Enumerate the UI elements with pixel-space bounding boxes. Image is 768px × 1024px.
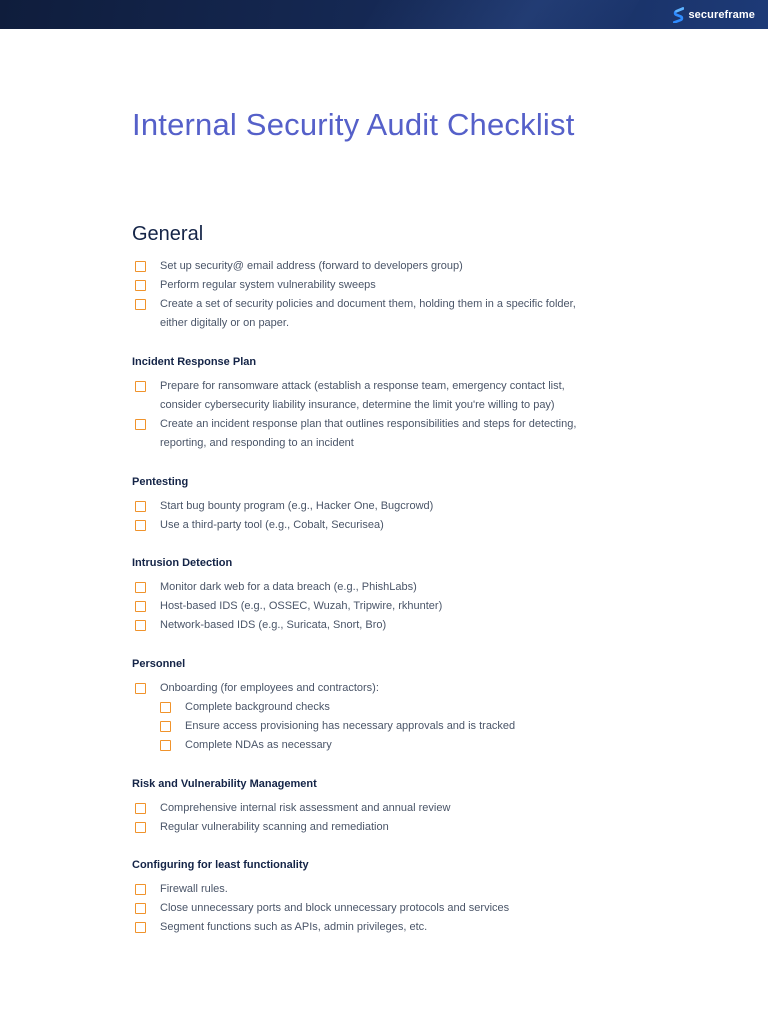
item-text: Monitor dark web for a data breach (e.g., PhishLabs) [160, 581, 417, 593]
section-heading-least-functionality: Configuring for least functionality [132, 859, 309, 871]
page-title: Internal Security Audit Checklist [132, 107, 575, 142]
item-text-continued: reporting, and responding to an incident [160, 437, 354, 449]
item-text: Perform regular system vulnerability sweeps [160, 279, 376, 291]
item-text: Close unnecessary ports and block unnecessary protocols and services [160, 902, 510, 914]
section-heading-incident-response: Incident Response Plan [132, 356, 257, 368]
item-text: Firewall rules. [160, 883, 228, 895]
checkbox[interactable] [135, 520, 146, 531]
section-heading-pentesting: Pentesting [132, 476, 189, 488]
checkbox[interactable] [135, 884, 146, 895]
checklist-item [135, 616, 386, 635]
item-text: Prepare for ransomware attack (establish a response team, emergency contact list, [160, 380, 565, 392]
secureframe-logo-icon [673, 7, 684, 23]
checklist-item [135, 679, 379, 698]
item-text: Complete NDAs as necessary [185, 739, 332, 751]
section-heading-risk: Risk and Vulnerability Management [132, 778, 317, 790]
checkbox[interactable] [135, 261, 146, 272]
item-text: Create a set of security policies and document them, holding them in a specific folder, [160, 298, 576, 310]
item-text: Use a third-party tool (e.g., Cobalt, Securisea) [160, 519, 384, 531]
section-heading-general: General [132, 223, 204, 245]
checklist-item [135, 918, 427, 937]
checklist-subitem [160, 736, 332, 755]
checklist-item [135, 257, 463, 276]
item-text: Onboarding (for employees and contractors): [160, 682, 379, 694]
item-text: Regular vulnerability scanning and remediation [160, 821, 389, 833]
checklist-item [135, 818, 389, 837]
item-text: Host-based IDS (e.g., OSSEC, Wuzah, Tripwire, rkhunter) [160, 600, 443, 612]
checkbox[interactable] [135, 803, 146, 814]
checkbox[interactable] [135, 280, 146, 291]
checklist-item [135, 578, 417, 597]
checkbox[interactable] [160, 740, 171, 751]
checkbox[interactable] [160, 721, 171, 732]
checkbox[interactable] [135, 419, 146, 430]
item-text: Network-based IDS (e.g., Suricata, Snort, Bro) [160, 619, 387, 631]
item-text: Create an incident response plan that outlines responsibilities and steps for detecting, [160, 418, 577, 430]
checklist-item [135, 295, 576, 333]
checkbox[interactable] [135, 582, 146, 593]
checkbox[interactable] [160, 702, 171, 713]
checklist-item [135, 415, 576, 453]
checkbox[interactable] [135, 381, 146, 392]
checklist-item [135, 880, 228, 899]
item-text: Ensure access provisioning has necessary approvals and is tracked [185, 720, 516, 732]
item-text-continued: either digitally or on paper. [160, 317, 290, 329]
brand-logo[interactable] [673, 6, 755, 23]
item-text: Comprehensive internal risk assessment and annual review [160, 802, 451, 814]
section-heading-intrusion-detection: Intrusion Detection [132, 557, 233, 569]
checklist-item [135, 276, 376, 295]
checkbox[interactable] [135, 822, 146, 833]
checkbox[interactable] [135, 922, 146, 933]
brand-name: secureframe [688, 8, 755, 21]
checklist-item [135, 597, 442, 616]
checkbox[interactable] [135, 620, 146, 631]
checklist-item [135, 516, 384, 535]
checklist-item [135, 497, 433, 516]
item-text: Start bug bounty program (e.g., Hacker One, Bugcrowd) [160, 500, 434, 512]
item-text-continued: consider cybersecurity liability insurance, determine the limit you're willing to pay) [160, 399, 555, 411]
item-text: Set up security@ email address (forward to developers group) [160, 260, 463, 272]
checklist-subitem [160, 717, 515, 736]
item-text: Segment functions such as APIs, admin privileges, etc. [160, 921, 428, 933]
checklist-item [135, 377, 565, 415]
item-text: Complete background checks [185, 701, 330, 713]
checklist-subitem [160, 698, 330, 717]
checkbox[interactable] [135, 601, 146, 612]
checkbox[interactable] [135, 683, 146, 694]
checklist-item [135, 899, 509, 918]
checkbox[interactable] [135, 299, 146, 310]
checkbox[interactable] [135, 903, 146, 914]
checkbox[interactable] [135, 501, 146, 512]
checklist-item [135, 799, 450, 818]
section-heading-personnel: Personnel [132, 658, 186, 670]
